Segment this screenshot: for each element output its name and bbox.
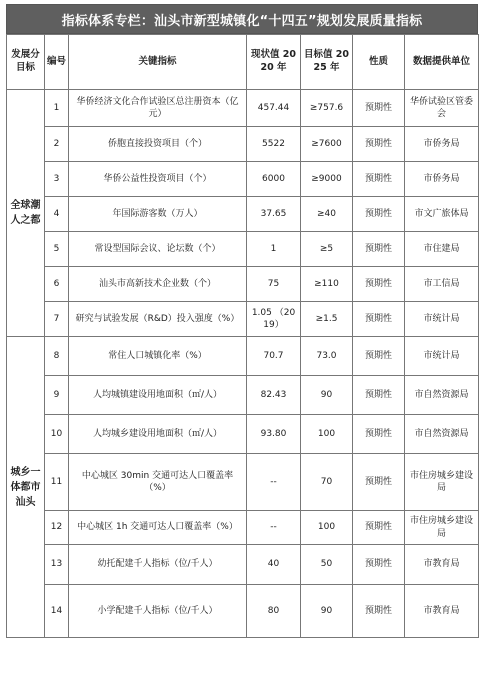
header-target: 目标值 2025 年 <box>301 35 353 90</box>
indicator-cell: 汕头市高新技术企业数（个） <box>69 267 247 302</box>
target-value-cell: 90 <box>301 376 353 415</box>
index-cell: 10 <box>45 415 69 454</box>
table-row <box>7 197 479 232</box>
current-value-cell: -- <box>247 454 301 511</box>
source-unit-cell: 华侨试验区管委会 <box>405 90 479 127</box>
header-source: 数据提供单位 <box>405 35 479 90</box>
target-value-cell: ≥1.5 <box>301 302 353 337</box>
index-cell: 11 <box>45 454 69 511</box>
nature-cell: 预期性 <box>353 585 405 638</box>
indicator-cell: 侨胞直接投资项目（个） <box>69 127 247 162</box>
nature-cell: 预期性 <box>353 197 405 232</box>
source-unit-cell: 市住房城乡建设局 <box>405 454 479 511</box>
nature-cell: 预期性 <box>353 454 405 511</box>
header-group: 发展分目标 <box>7 35 45 90</box>
nature-cell: 预期性 <box>353 127 405 162</box>
table-row <box>7 127 479 162</box>
source-unit-cell: 市统计局 <box>405 302 479 337</box>
table-row <box>7 90 479 127</box>
source-unit-cell: 市侨务局 <box>405 127 479 162</box>
source-unit-cell: 市工信局 <box>405 267 479 302</box>
nature-cell: 预期性 <box>353 90 405 127</box>
index-cell: 9 <box>45 376 69 415</box>
nature-cell: 预期性 <box>353 545 405 585</box>
page-title: 指标体系专栏：汕头市新型城镇化“十四五”规划发展质量指标 <box>6 4 478 34</box>
current-value-cell: 75 <box>247 267 301 302</box>
indicator-cell: 研究与试验发展（R&D）投入强度（%） <box>69 302 247 337</box>
source-unit-cell: 市文广旅体局 <box>405 197 479 232</box>
target-value-cell: 73.0 <box>301 337 353 376</box>
index-cell: 1 <box>45 90 69 127</box>
current-value-cell: 1.05 （2019） <box>247 302 301 337</box>
indicator-cell: 常住人口城镇化率（%） <box>69 337 247 376</box>
table-row <box>7 267 479 302</box>
target-value-cell: 90 <box>301 585 353 638</box>
header-current: 现状值 2020 年 <box>247 35 301 90</box>
table-row <box>7 454 479 511</box>
target-value-cell: ≥7600 <box>301 127 353 162</box>
table-row <box>7 511 479 545</box>
indicator-cell: 幼托配建千人指标（位/千人） <box>69 545 247 585</box>
nature-cell: 预期性 <box>353 232 405 267</box>
indicator-cell: 年国际游客数（万人） <box>69 197 247 232</box>
table-row <box>7 162 479 197</box>
source-unit-cell: 市自然资源局 <box>405 376 479 415</box>
table-row <box>7 232 479 267</box>
current-value-cell: 80 <box>247 585 301 638</box>
index-cell: 2 <box>45 127 69 162</box>
indicator-cell: 中心城区 1h 交通可达人口覆盖率（%） <box>69 511 247 545</box>
table-row <box>7 376 479 415</box>
target-value-cell: 100 <box>301 511 353 545</box>
indicator-cell: 常设型国际会议、论坛数（个） <box>69 232 247 267</box>
source-unit-cell: 市教育局 <box>405 585 479 638</box>
index-cell: 5 <box>45 232 69 267</box>
nature-cell: 预期性 <box>353 376 405 415</box>
group-name-cell: 城乡一体都市汕头 <box>7 337 45 638</box>
target-value-cell: ≥110 <box>301 267 353 302</box>
index-cell: 8 <box>45 337 69 376</box>
source-unit-cell: 市住建局 <box>405 232 479 267</box>
indicator-table <box>6 34 479 638</box>
source-unit-cell: 市侨务局 <box>405 162 479 197</box>
current-value-cell: 93.80 <box>247 415 301 454</box>
nature-cell: 预期性 <box>353 302 405 337</box>
index-cell: 3 <box>45 162 69 197</box>
source-unit-cell: 市统计局 <box>405 337 479 376</box>
source-unit-cell: 市教育局 <box>405 545 479 585</box>
header-indicator: 关键指标 <box>69 35 247 90</box>
nature-cell: 预期性 <box>353 337 405 376</box>
indicator-cell: 人均城乡建设用地面积（㎡/人） <box>69 415 247 454</box>
current-value-cell: -- <box>247 511 301 545</box>
table-row <box>7 585 479 638</box>
current-value-cell: 40 <box>247 545 301 585</box>
table-row <box>7 415 479 454</box>
current-value-cell: 82.43 <box>247 376 301 415</box>
indicator-cell: 小学配建千人指标（位/千人） <box>69 585 247 638</box>
nature-cell: 预期性 <box>353 267 405 302</box>
nature-cell: 预期性 <box>353 415 405 454</box>
header-index: 编号 <box>45 35 69 90</box>
current-value-cell: 5522 <box>247 127 301 162</box>
indicator-cell: 中心城区 30min 交通可达人口覆盖率（%） <box>69 454 247 511</box>
target-value-cell: 50 <box>301 545 353 585</box>
table-header-row <box>7 35 479 90</box>
target-value-cell: ≥757.6 <box>301 90 353 127</box>
current-value-cell: 6000 <box>247 162 301 197</box>
index-cell: 14 <box>45 585 69 638</box>
target-value-cell: ≥9000 <box>301 162 353 197</box>
table-row <box>7 302 479 337</box>
group-name-cell: 全球潮人之都 <box>7 90 45 337</box>
target-value-cell: ≥40 <box>301 197 353 232</box>
index-cell: 13 <box>45 545 69 585</box>
table-row <box>7 545 479 585</box>
source-unit-cell: 市住房城乡建设局 <box>405 511 479 545</box>
current-value-cell: 1 <box>247 232 301 267</box>
indicator-cell: 华侨经济文化合作试验区总注册资本（亿元） <box>69 90 247 127</box>
target-value-cell: 70 <box>301 454 353 511</box>
index-cell: 12 <box>45 511 69 545</box>
current-value-cell: 37.65 <box>247 197 301 232</box>
header-nature: 性质 <box>353 35 405 90</box>
table-row <box>7 337 479 376</box>
indicator-cell: 人均城镇建设用地面积（㎡/人） <box>69 376 247 415</box>
nature-cell: 预期性 <box>353 162 405 197</box>
index-cell: 7 <box>45 302 69 337</box>
indicator-cell: 华侨公益性投资项目（个） <box>69 162 247 197</box>
source-unit-cell: 市自然资源局 <box>405 415 479 454</box>
target-value-cell: ≥5 <box>301 232 353 267</box>
current-value-cell: 70.7 <box>247 337 301 376</box>
index-cell: 6 <box>45 267 69 302</box>
current-value-cell: 457.44 <box>247 90 301 127</box>
index-cell: 4 <box>45 197 69 232</box>
nature-cell: 预期性 <box>353 511 405 545</box>
target-value-cell: 100 <box>301 415 353 454</box>
